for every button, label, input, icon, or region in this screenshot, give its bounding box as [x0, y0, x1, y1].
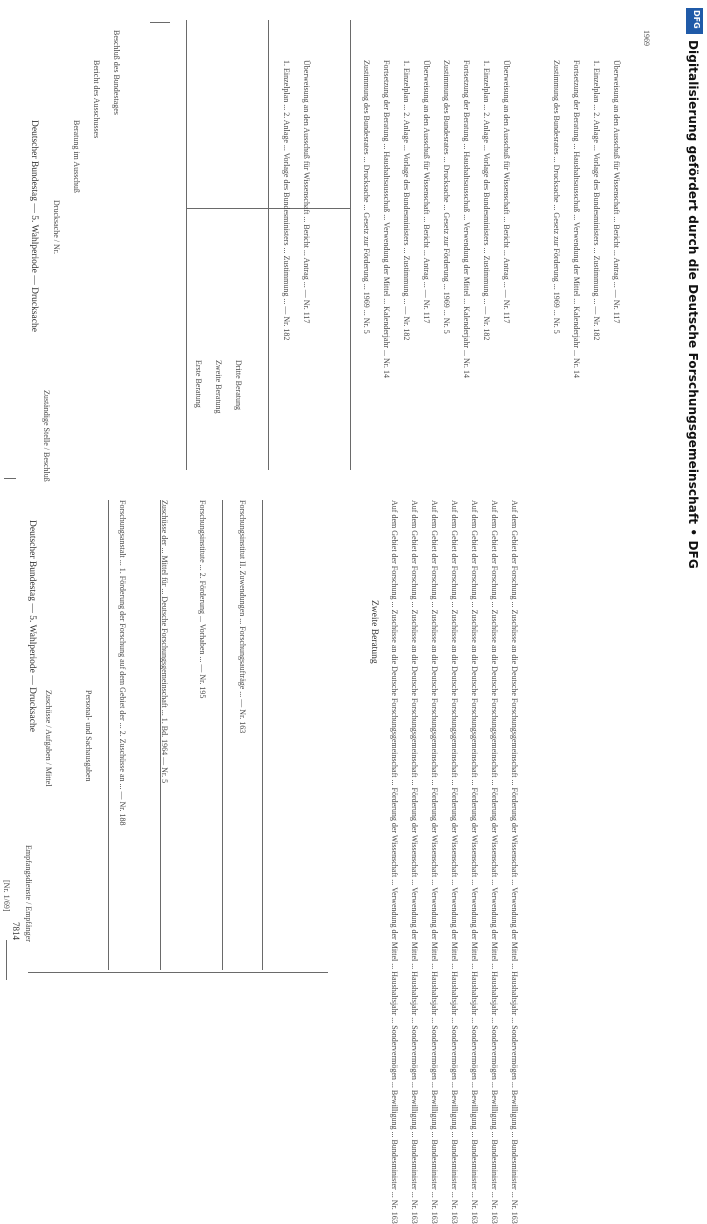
left-table-head-2: Zuschüsse / Aufgaben / Mittel [44, 690, 53, 787]
right-row-7: Zustimmung des Bundesrates ... Drucksache ... Gesetz zur Förderung ... 1969 ... Nr. 5 [442, 60, 451, 334]
left-body-text-2: Auf dem Gebiet der Forschung ... Zuschüsse an die Deutsche Forschungsgemeinschaft ... Förderung der Wissenschaft ... Verwendung der Mittel ... Haushaltsjahr ... Sondervermögen ... Bewilligung ... Bundesminister ... Nr. 163 [410, 500, 419, 1224]
left-body-text-6: Auf dem Gebiet der Forschung ... Zuschüsse an die Deutsche Forschungsgemeinschaft ... Förderung der Wissenschaft ... Verwendung der Mittel ... Haushaltsjahr ... Sondervermögen ... Bewilligung ... Bundesminister ... Nr. 163 [490, 500, 499, 1224]
beratung-1: Erste Beratung [194, 360, 203, 408]
left-row-2: Zuschüsse der ... Mittel für ... Deutsche Forschungsgemeinschaft ... 1. Bd. 1964 — Nr. 5 [160, 500, 169, 784]
right-row-10: Überweisung an den Ausschuß für Wissenschaft ... Bericht ... Antrag ... — Nr. 117 [502, 60, 511, 324]
right-row-2: Überweisung an den Ausschuß für Wissenschaft ... Bericht ... Antrag ... — Nr. 117 [302, 60, 311, 324]
dfg-banner-text: Digitalisierung gefördert durch die Deutsche Forschungsgemeinschaft • DFG [686, 40, 700, 569]
left-row-4: Forschungsinstitut II. Zuwendungen ... Forschungsaufträge ... — Nr. 163 [238, 500, 247, 734]
left-table-head-1: Empfangsdienste / Empfänger [24, 845, 33, 942]
right-row-5: 1. Einzelplan ... 2. Anlage ... Vorlage des Bundesministers ... Zustimmung ... — Nr. 182 [402, 60, 411, 341]
left-table-head-3: Personal- und Sachausgaben [84, 690, 93, 782]
right-table-head-3: Beratung im Ausschuß [72, 120, 81, 193]
page-number: 7814 [11, 922, 21, 940]
left-table-rule-4 [262, 500, 263, 970]
right-table-rule-3 [350, 20, 351, 470]
right-row-6: Überweisung an den Ausschuß für Wissenschaft ... Bericht ... Antrag ... — Nr. 117 [422, 60, 431, 324]
right-rule-a [150, 22, 170, 23]
left-rule-top [28, 972, 328, 973]
left-section-title: Zweite Beratung [369, 600, 379, 664]
right-row-11: Zustimmung des Bundesrates ... Drucksache ... Gesetz zur Förderung ... 1969 ... Nr. 5 [552, 60, 561, 334]
left-body-text-7: Auf dem Gebiet der Forschung ... Zuschüsse an die Deutsche Forschungsgemeinschaft ... Förderung der Wissenschaft ... Verwendung der Mittel ... Haushaltsjahr ... Sondervermögen ... Bewilligung ... Bundesminister ... Nr. 163 [510, 500, 519, 1224]
binding-edge [6, 940, 7, 980]
beratung-2: Zweite Beratung [214, 360, 223, 414]
left-body-text: Auf dem Gebiet der Forschung ... Zuschüsse an die Deutsche Forschungsgemeinschaft ... Förderung der Wissenschaft ... Verwendung der Mittel ... Haushaltsjahr ... Sondervermögen ... Bewilligung ... Bundesminister ... Nr. 163 [390, 500, 399, 1224]
left-body-text-5: Auf dem Gebiet der Forschung ... Zuschüsse an die Deutsche Forschungsgemeinschaft ... Förderung der Wissenschaft ... Verwendung der Mittel ... Haushaltsjahr ... Sondervermögen ... Bewilligung ... Bundesminister ... Nr. 163 [470, 500, 479, 1224]
header-left-small: [Nr. 1/69] [2, 880, 11, 912]
left-table-rule-3 [222, 500, 223, 970]
right-table-rule-2 [268, 20, 269, 470]
right-table-head-2: Drucksache / Nr. [52, 200, 61, 254]
beratung-3: Dritte Beratung [234, 360, 243, 410]
right-row-13: 1. Einzelplan ... 2. Anlage ... Vorlage des Bundesministers ... Zustimmung ... — Nr. 182 [592, 60, 601, 341]
right-table-rule-1 [186, 20, 187, 470]
right-row-3: Zustimmung des Bundesrates ... Drucksache ... Gesetz zur Förderung ... 1969 ... Nr. 5 [362, 60, 371, 334]
right-row-12: Fortsetzung der Beratung ... Haushaltsausschuß ... Verwendung der Mittel ... Kalenderjahr ... Nr. 14 [572, 60, 581, 379]
right-row-4: Fortsetzung der Beratung ... Haushaltsausschuß ... Verwendung der Mittel ... Kalenderjahr ... Nr. 14 [382, 60, 391, 379]
gutter-mark [4, 478, 16, 479]
right-table-head-4: Bericht des Ausschusses [92, 60, 101, 139]
left-body-text-3: Auf dem Gebiet der Forschung ... Zuschüsse an die Deutsche Forschungsgemeinschaft ... Förderung der Wissenschaft ... Verwendung der Mittel ... Haushaltsjahr ... Sondervermögen ... Bewilligung ... Bundesminister ... Nr. 163 [430, 500, 439, 1224]
left-row-1: Forschungsanstalt ... 1. Förderung der Forschung auf dem Gebiet der ... 2. Zuschüsse an ... — Nr. 188 [118, 500, 127, 826]
left-row-3: Forschungsinstitute ... 2. Förderung ... Vorhaben ... — Nr. 195 [198, 500, 207, 699]
left-body-text-4: Auf dem Gebiet der Forschung ... Zuschüsse an die Deutsche Forschungsgemeinschaft ... Förderung der Wissenschaft ... Verwendung der Mittel ... Haushaltsjahr ... Sondervermögen ... Bewilligung ... Bundesminister ... Nr. 163 [450, 500, 459, 1224]
right-row-1: 1. Einzelplan ... 2. Anlage ... Vorlage des Bundesministers ... Zustimmung ... — Nr. 182 [282, 60, 291, 341]
running-head-left: Deutscher Bundestag — 5. Wahlperiode — Drucksache [27, 520, 37, 732]
header-right-small: 1969 [642, 30, 651, 46]
right-table-hrule [186, 208, 350, 209]
right-row-14: Überweisung an den Ausschuß für Wissenschaft ... Bericht ... Antrag ... — Nr. 117 [612, 60, 621, 324]
right-table-head-1: Zuständige Stelle / Beschluß [42, 390, 51, 482]
right-row-9: 1. Einzelplan ... 2. Anlage ... Vorlage des Bundesministers ... Zustimmung ... — Nr. 182 [482, 60, 491, 341]
right-row-8: Fortsetzung der Beratung ... Haushaltsausschuß ... Verwendung der Mittel ... Kalenderjahr ... Nr. 14 [462, 60, 471, 379]
running-head-right: Deutscher Bundestag — 5. Wahlperiode — Drucksache [29, 120, 39, 332]
left-table-rule-1 [108, 500, 109, 970]
right-table-head-5: Beschluß des Bundestages [112, 30, 121, 115]
dfg-logo: DFG [686, 8, 703, 34]
